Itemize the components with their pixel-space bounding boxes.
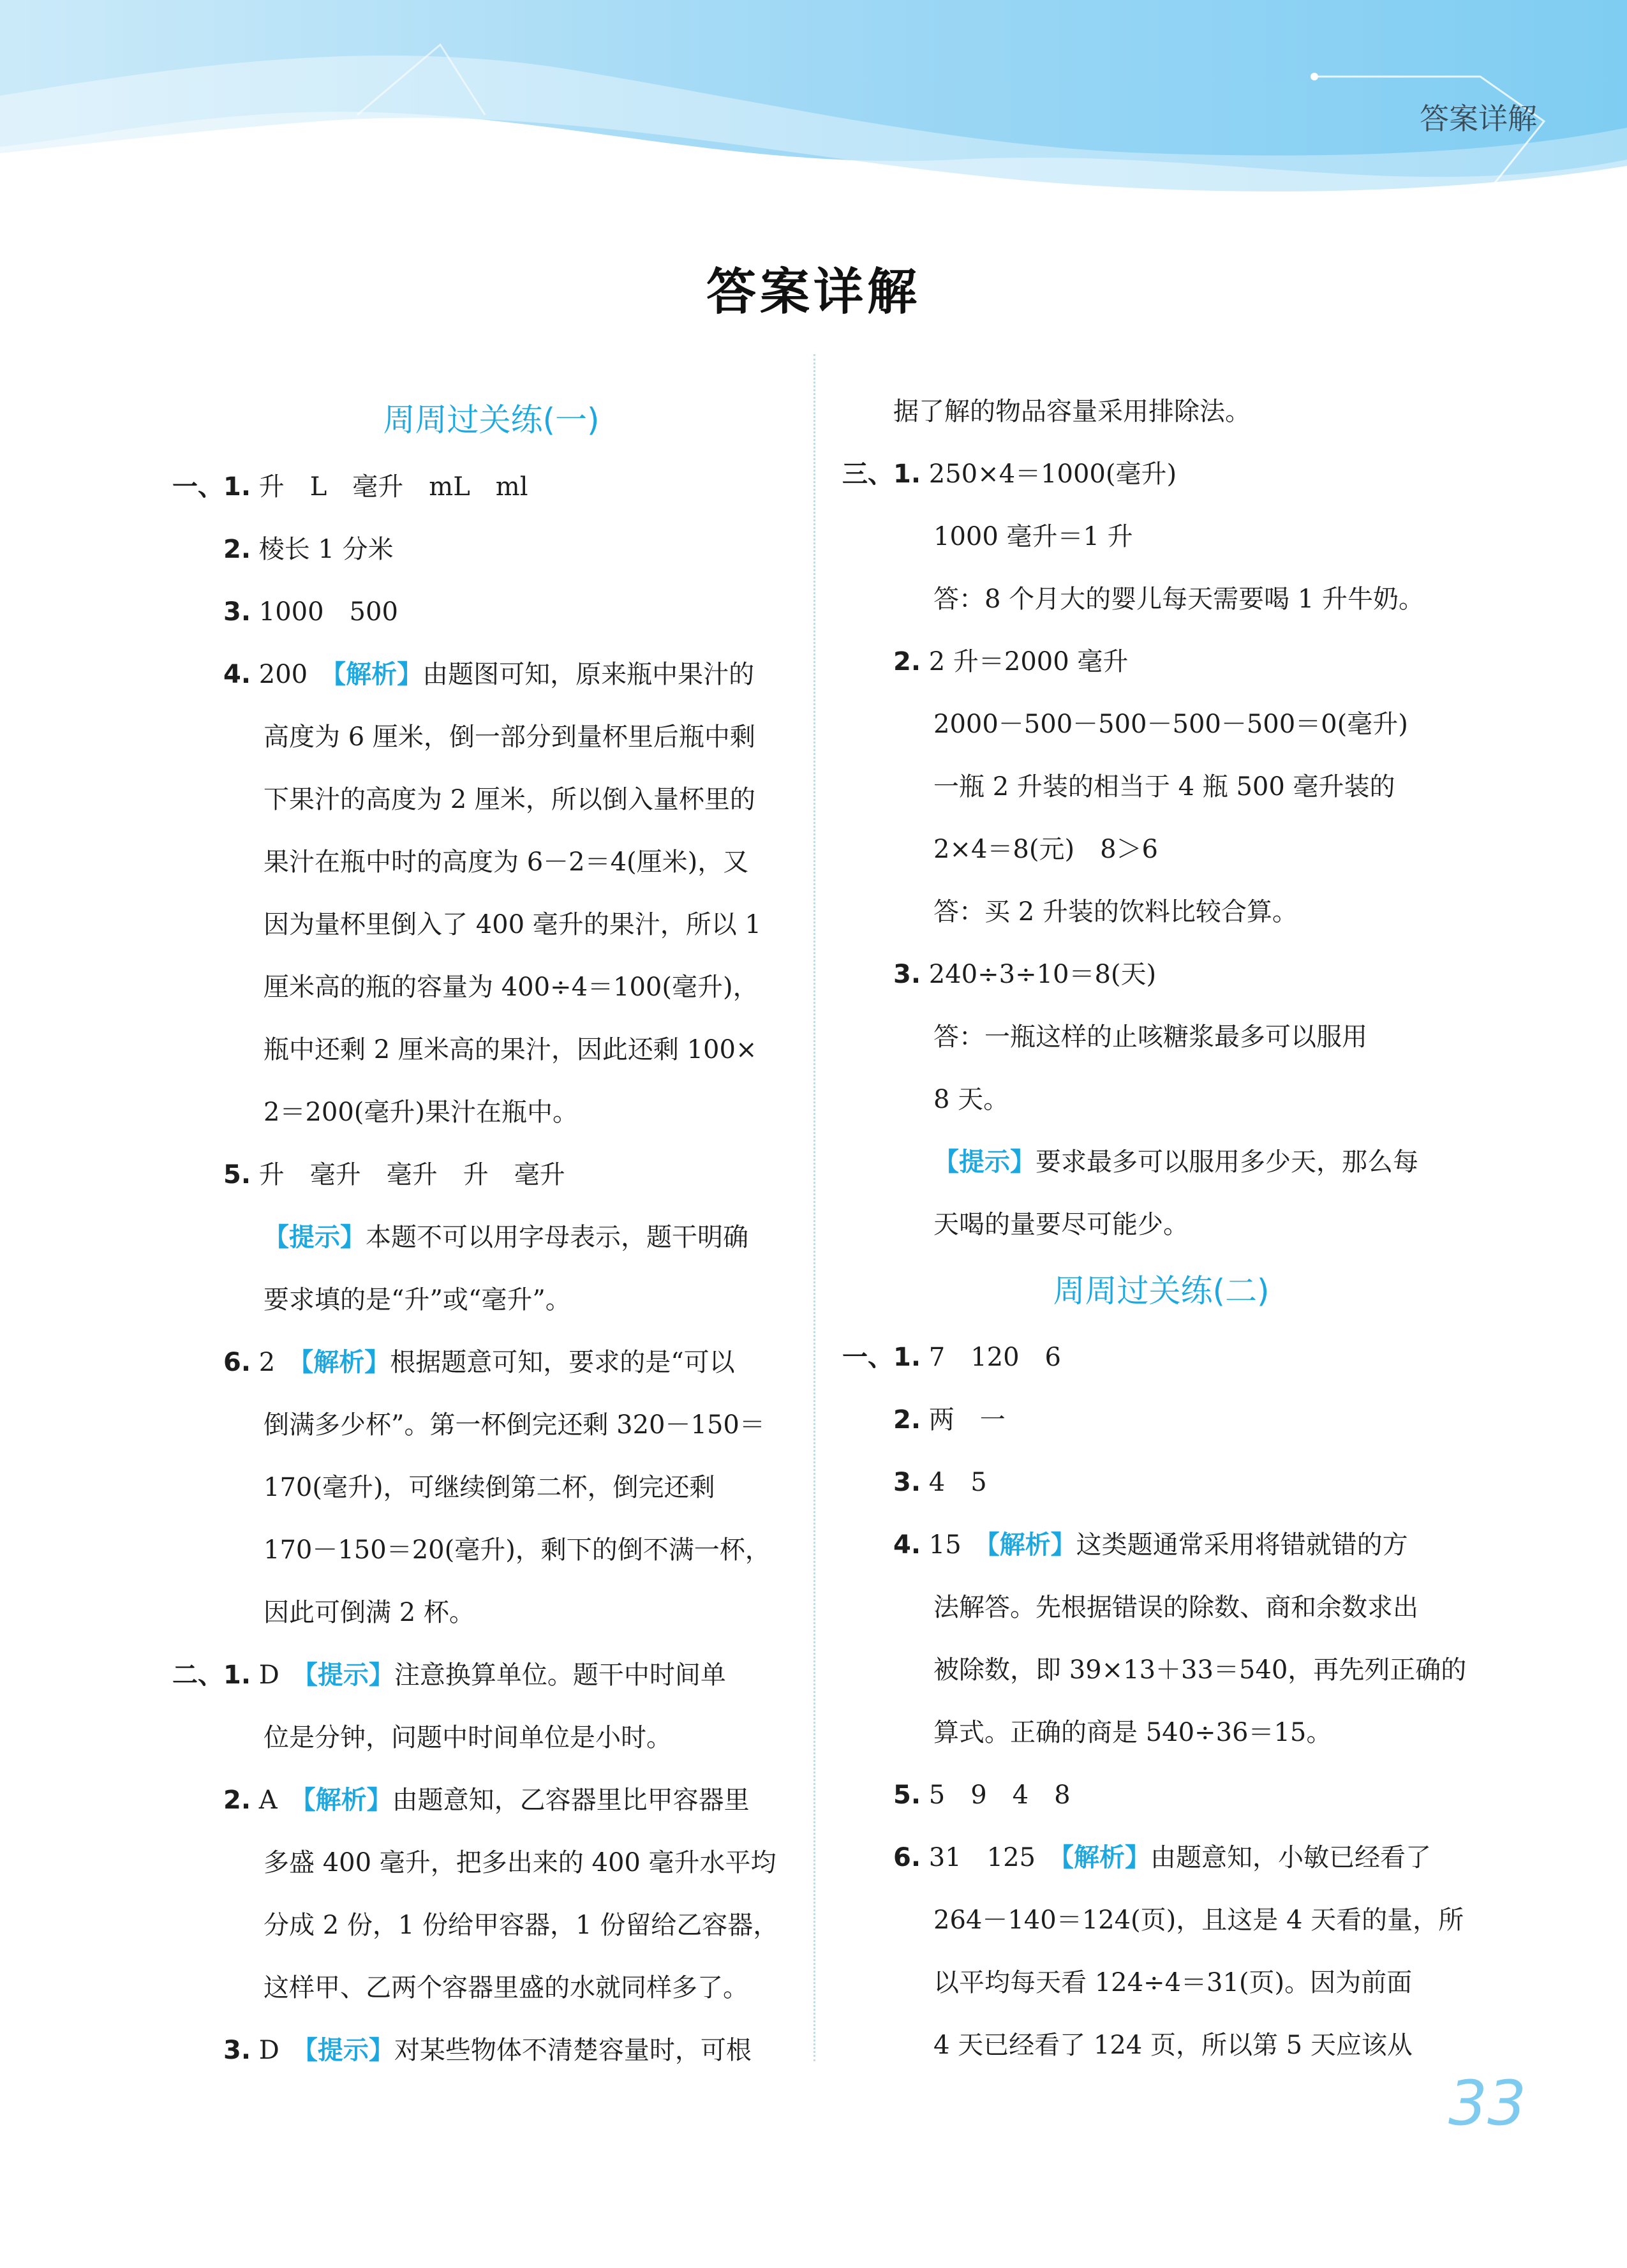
answer-1-3: 3. 1000 500 [223,597,398,627]
page-number: 33 [1448,2068,1527,2139]
part-label-3: 三、 [842,459,893,489]
section-title-1: 周周过关练(一) [383,401,600,438]
explanation-line: 多盛 400 毫升，把多出来的 400 毫升水平均 [264,1848,776,1877]
explanation-line: 以平均每天看 124÷4＝31(页)。因为前面 [933,1968,1413,1997]
solution-line: 1000 毫升＝1 升 [933,522,1133,551]
explanation-line: 厘米高的瓶的容量为 400÷4＝100(毫升)， [264,973,759,1002]
answer-3-2: 2. 2 升＝2000 毫升 [893,647,1129,676]
hint-line: 要求填的是“升”或“毫升”。 [264,1285,571,1315]
explanation-line: 倒满多少杯”。第一杯倒完还剩 320－150＝ [264,1410,765,1440]
solution-line: 答：买 2 升装的饮料比较合算。 [933,897,1298,927]
answer-w-6: 6. 31 125 【解析】由题意知，小敏已经看了 [893,1843,1431,1872]
hint-line: 位是分钟，问题中时间单位是小时。 [264,1723,672,1752]
solution-line: 8 天。 [933,1085,1009,1114]
hint-line: 天喝的量要尽可能少。 [933,1210,1189,1239]
part-label-1: 一、 [172,472,223,502]
answer-2-3: 3. D 【提示】对某些物体不清楚容量时，可根 [223,2036,752,2065]
explanation-line: 170(毫升)，可继续倒第二杯，倒完还剩 [264,1473,715,1502]
answer-w-4: 4. 15 【解析】这类题通常采用将错就错的方 [893,1530,1408,1560]
explanation-line: 264－140＝124(页)，且这是 4 天看的量，所 [933,1906,1464,1935]
explanation-line: 这样甲、乙两个容器里盛的水就同样多了。 [264,1973,748,2003]
page-title: 答案详解 [706,264,921,321]
answer-1-1: 1. 升 L 毫升 mL ml [223,472,528,502]
explanation-line: 果汁在瓶中时的高度为 6－2＝4(厘米)，又 [264,847,749,877]
solution-line: 答：8 个月大的婴儿每天需要喝 1 升牛奶。 [933,585,1425,614]
explanation-line: 2＝200(毫升)果汁在瓶中。 [264,1098,579,1127]
header-label: 答案详解 [1420,101,1537,136]
continuation-line: 据了解的物品容量采用排除法。 [893,397,1251,426]
part-label-2: 二、 [172,1660,223,1690]
answer-w-5: 5. 5 9 4 8 [893,1780,1071,1810]
answer-w-2: 2. 两 一 [893,1405,1006,1435]
answer-w-3: 3. 4 5 [893,1468,987,1497]
answer-1-4: 4. 200 【解析】由题图可知，原来瓶中果汁的 [223,660,755,689]
solution-line: 2000－500－500－500－500＝0(毫升) [933,710,1408,739]
explanation-line: 被除数，即 39×13＋33＝540，再先列正确的 [933,1655,1467,1685]
solution-line: 答：一瓶这样的止咳糖浆最多可以服用 [933,1022,1367,1052]
explanation-line: 分成 2 份，1 份给甲容器，1 份留给乙容器， [264,1911,779,1940]
explanation-line: 170－150＝20(毫升)，剩下的倒不满一杯， [264,1535,771,1565]
explanation-line: 因为量杯里倒入了 400 毫升的果汁，所以 1 [264,910,761,939]
column-divider [814,354,815,2061]
explanation-line: 因此可倒满 2 杯。 [264,1598,475,1627]
explanation-line: 下果汁的高度为 2 厘米，所以倒入量杯里的 [264,785,755,814]
section-title-2: 周周过关练(二) [1053,1272,1270,1309]
hint-line: 【提示】本题不可以用字母表示，题干明确 [264,1223,748,1252]
answer-w-1: 1. 7 120 6 [893,1343,1061,1372]
answer-3-1: 1. 250×4＝1000(毫升) [893,459,1177,489]
explanation-line: 法解答。先根据错误的除数、商和余数求出 [933,1593,1418,1622]
answer-2-2: 2. A 【解析】由题意知，乙容器里比甲容器里 [223,1786,750,1815]
explanation-line: 高度为 6 厘米，倒一部分到量杯里后瓶中剩 [264,722,755,752]
explanation-line: 瓶中还剩 2 厘米高的果汁，因此还剩 100× [264,1035,757,1064]
solution-line: 2×4＝8(元) 8＞6 [933,835,1158,864]
answer-1-5: 5. 升 毫升 毫升 升 毫升 [223,1160,565,1190]
hint-line: 【提示】要求最多可以服用多少天，那么每 [933,1147,1418,1177]
explanation-line: 算式。正确的商是 540÷36＝15。 [933,1718,1332,1747]
header-banner [0,0,1627,204]
answer-1-6: 6. 2 【解析】根据题意可知，要求的是“可以 [223,1348,735,1377]
solution-line: 一瓶 2 升装的相当于 4 瓶 500 毫升装的 [933,772,1395,802]
explanation-line: 4 天已经看了 124 页，所以第 5 天应该从 [933,2031,1413,2060]
answer-3-3: 3. 240÷3÷10＝8(天) [893,960,1157,989]
answer-2-1: 1. D 【提示】注意换算单位。题干中时间单 [223,1660,726,1690]
answer-1-2: 2. 棱长 1 分米 [223,535,394,564]
part-label-1b: 一、 [842,1343,893,1372]
